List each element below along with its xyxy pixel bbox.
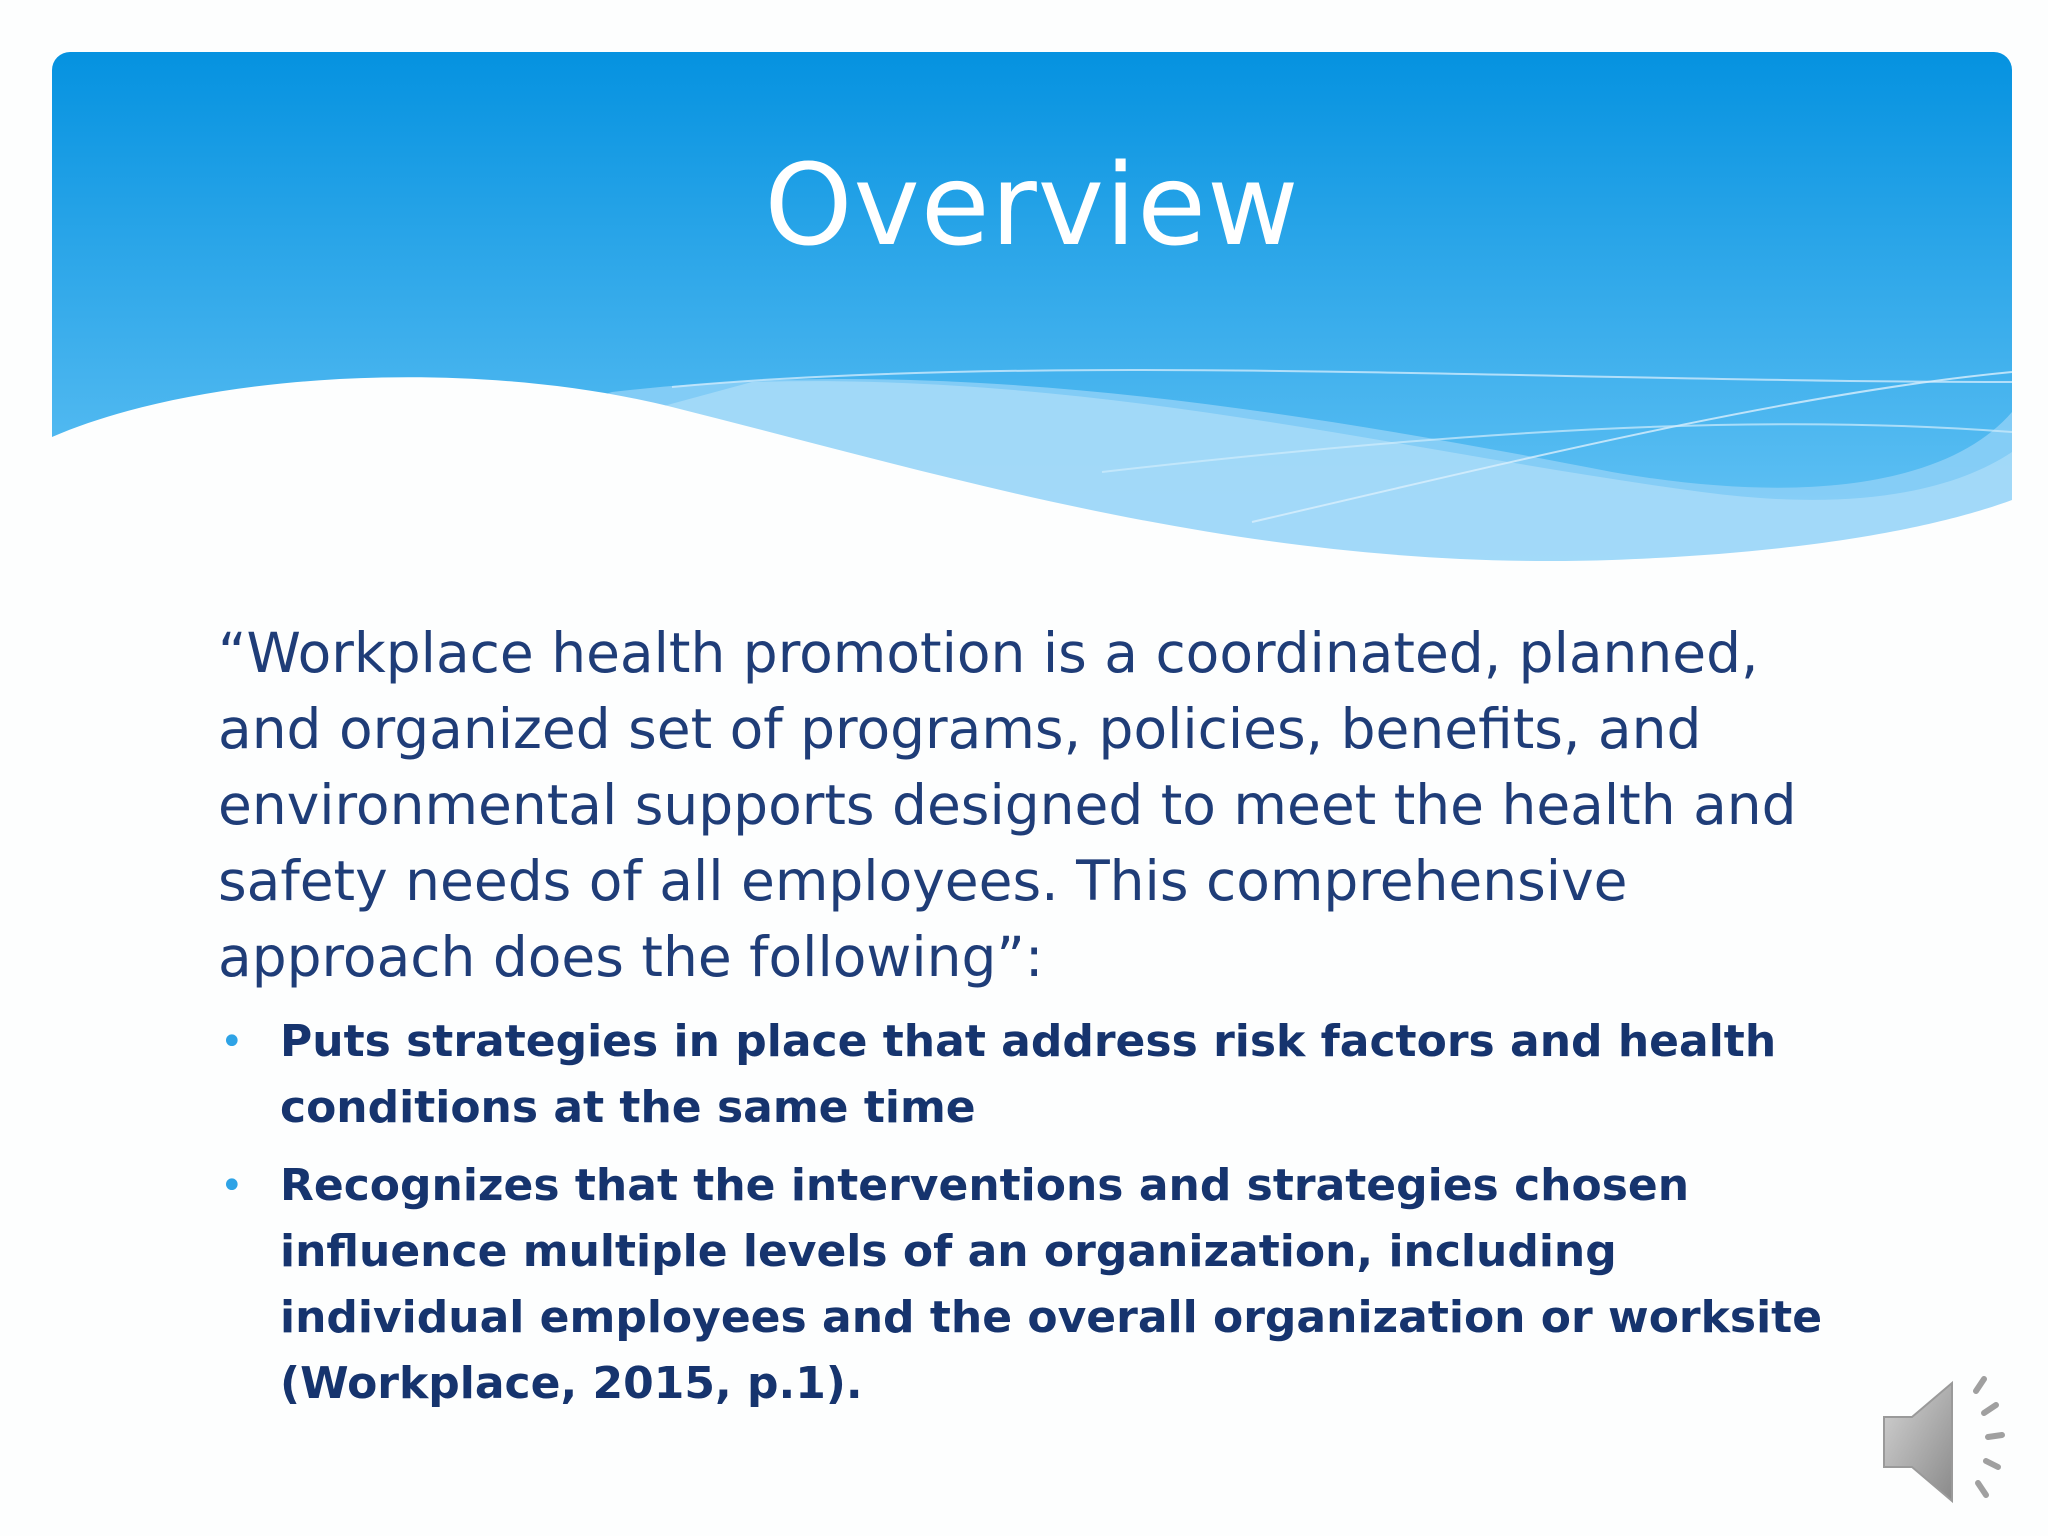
slide-title: Overview — [764, 141, 1300, 271]
speaker-icon[interactable] — [1880, 1375, 2030, 1510]
bullet-text: Puts strategies in place that address risk factors and health conditions at the same time — [280, 1016, 1777, 1133]
bullet-text: Recognizes that the interventions and strategies chosen influence multiple levels of an organization, including individual employees and the overall organization or worksite (Workplace, 2015, p.1). — [280, 1160, 1823, 1409]
bullet-marker: • — [220, 1019, 244, 1065]
slide-body — [218, 615, 1868, 1429]
intro-quote: “Workplace health promotion is a coordinated, planned, and organized set of programs, policies, benefits, and environmental supports designed to meet the health and safety needs of all employees. This comprehensive approach does the following”: — [218, 621, 1797, 989]
wave-decoration — [52, 52, 2012, 572]
bullet-list — [218, 1009, 1868, 1417]
bullet-marker: • — [220, 1163, 244, 1209]
list-item — [218, 1009, 1868, 1141]
header-banner — [52, 52, 2012, 572]
list-item — [218, 1153, 1868, 1417]
